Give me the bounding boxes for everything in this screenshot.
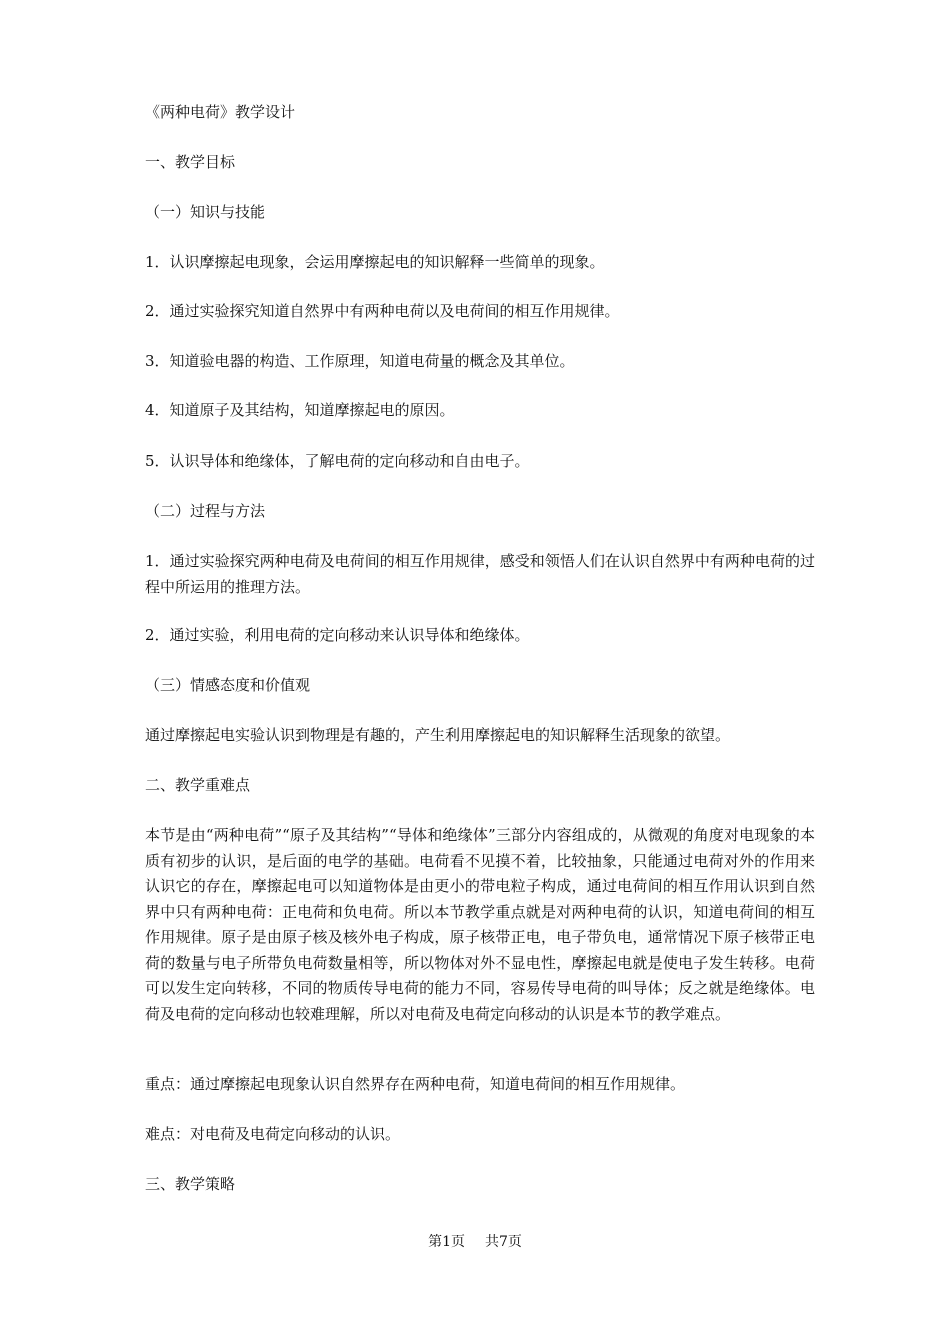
section-heading-teaching-strategy: 三、教学策略 — [145, 1175, 236, 1193]
page-footer — [0, 1231, 950, 1253]
difficulty-text: 难点：对电荷及电荷定向移动的认识。 — [145, 1125, 401, 1143]
goal-item-1: 1．认识摩擦起电现象，会运用摩擦起电的知识解释一些简单的现象。 — [145, 253, 605, 271]
subsection-heading-attitudes-values: （三）情感态度和价值观 — [145, 676, 311, 694]
document-title: 《两种电荷》教学设计 — [145, 103, 296, 121]
process-item-1: 1．通过实验探究两种电荷及电荷间的相互作用规律，感受和领悟人们在认识自然界中有两种电荷的过程中所运用的推理方法。 — [145, 552, 815, 596]
section-heading-teaching-goals: 一、教学目标 — [145, 153, 236, 171]
subsection-heading-knowledge-skills: （一）知识与技能 — [145, 203, 266, 221]
section-heading-key-difficult-points: 二、教学重难点 — [145, 776, 251, 794]
goal-item-2: 2．通过实验探究知道自然界中有两种电荷以及电荷间的相互作用规律。 — [145, 302, 620, 320]
attitudes-text: 通过摩擦起电实验认识到物理是有趣的，产生利用摩擦起电的知识解释生活现象的欲望。 — [145, 726, 731, 744]
key-point-text: 重点：通过摩擦起电现象认识自然界存在两种电荷，知道电荷间的相互作用规律。 — [145, 1075, 686, 1093]
process-item-2: 2．通过实验，利用电荷的定向移动来认识导体和绝缘体。 — [145, 626, 530, 644]
goal-item-5: 5．认识导体和绝缘体，了解电荷的定向移动和自由电子。 — [145, 452, 530, 470]
key-points-paragraph: 本节是由“两种电荷”“原子及其结构”“导体和绝缘体”三部分内容组成的，从微观的角度对电现象的本质有初步的认识，是后面的电学的基础。电荷看不见摸不着，比较抽象，只能通过电荷对外的作用来认识它的存在，摩擦起电可以知道物体是由更小的带电粒子构成，通过电荷间的相互作用认识到自然界中只有两种电荷：正电荷和负电荷。所以本节教学重点就是对两种电荷的认识，知道电荷间的相互作用规律。原子是由原子核及核外电子构成，原子核带正电，电子带负电，通常情况下原子核带正电荷的数量与电子所带负电荷数量相等，所以物体对外不显电性，摩擦起电就是使电子发生转移。电荷可以发生定向转移，不同的物质传导电荷的能力不同，容易传导电荷的叫导体；反之就是绝缘体。电荷及电荷的定向移动也较难理解，所以对电荷及电荷定向移动的认识是本节的教学难点。 — [145, 826, 815, 1023]
page-total: 共7页 — [485, 1234, 522, 1250]
goal-item-4: 4．知道原子及其结构，知道摩擦起电的原因。 — [145, 401, 455, 419]
page-number: 第1页 — [428, 1234, 465, 1250]
subsection-heading-process-methods: （二）过程与方法 — [145, 502, 266, 520]
goal-item-3: 3．知道验电器的构造、工作原理，知道电荷量的概念及其单位。 — [145, 352, 575, 370]
